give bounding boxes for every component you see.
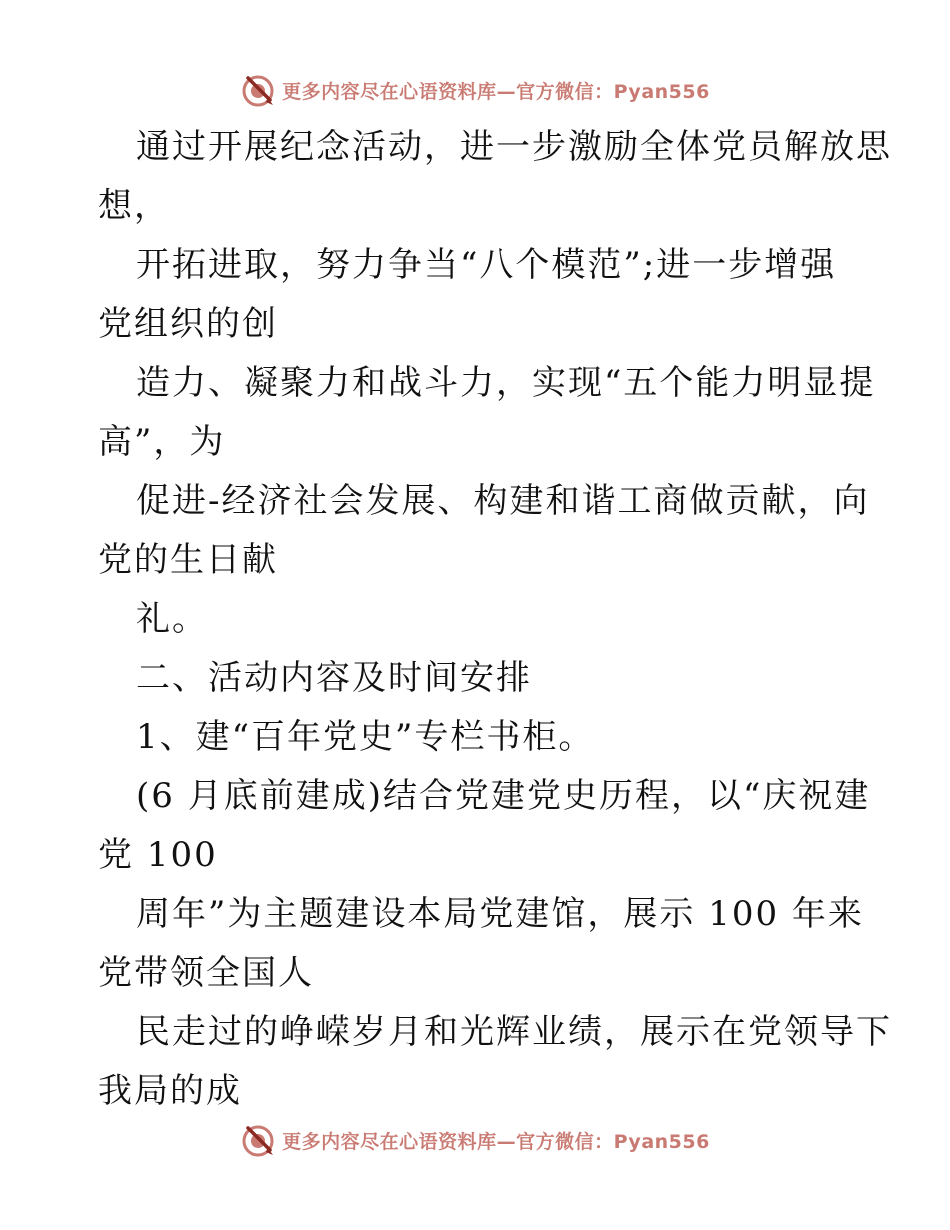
paragraph-line: 礼。	[136, 599, 208, 639]
paragraph-line: 周年”为主题建设本局党建馆，展示 100 年来	[136, 894, 864, 934]
paragraph-line: (6 月底前建成)结合党建党史历程，以“庆祝建	[136, 776, 871, 816]
paragraph-line: 二、活动内容及时间安排	[136, 658, 532, 698]
paragraph-line: 想，	[98, 186, 170, 226]
paragraph-line: 造力、凝聚力和战斗力，实现“五个能力明显提	[136, 363, 876, 403]
watermark-text: 更多内容尽在心语资料库—官方微信：Pyan556	[282, 80, 710, 103]
footer-watermark	[0, 1120, 950, 1160]
document-body	[98, 118, 892, 1121]
paragraph-line: 通过开展纪念活动，进一步激励全体党员解放思	[136, 127, 892, 167]
watermark-text: 更多内容尽在心语资料库—官方微信：Pyan556	[282, 1130, 710, 1153]
paragraph-line: 促进-经济社会发展、构建和谐工商做贡献，向	[136, 481, 870, 521]
paragraph-line: 党的生日献	[98, 540, 278, 580]
paragraph-line: 1、建“百年党史”专栏书柜。	[136, 717, 595, 757]
paragraph-line: 我局的成	[98, 1071, 242, 1111]
paragraph-line: 党组织的创	[98, 304, 278, 344]
paragraph-line: 民走过的峥嵘岁月和光辉业绩，展示在党领导下	[136, 1012, 892, 1052]
paragraph-line: 党带领全国人	[98, 953, 314, 993]
pen-logo-icon	[240, 1122, 276, 1158]
pen-logo-icon	[240, 72, 276, 108]
paragraph-line: 高”，为	[98, 422, 226, 462]
header-watermark	[0, 70, 950, 110]
paragraph-line: 开拓进取，努力争当“八个模范”;进一步增强	[136, 245, 837, 285]
paragraph-line: 党 100	[98, 835, 218, 875]
